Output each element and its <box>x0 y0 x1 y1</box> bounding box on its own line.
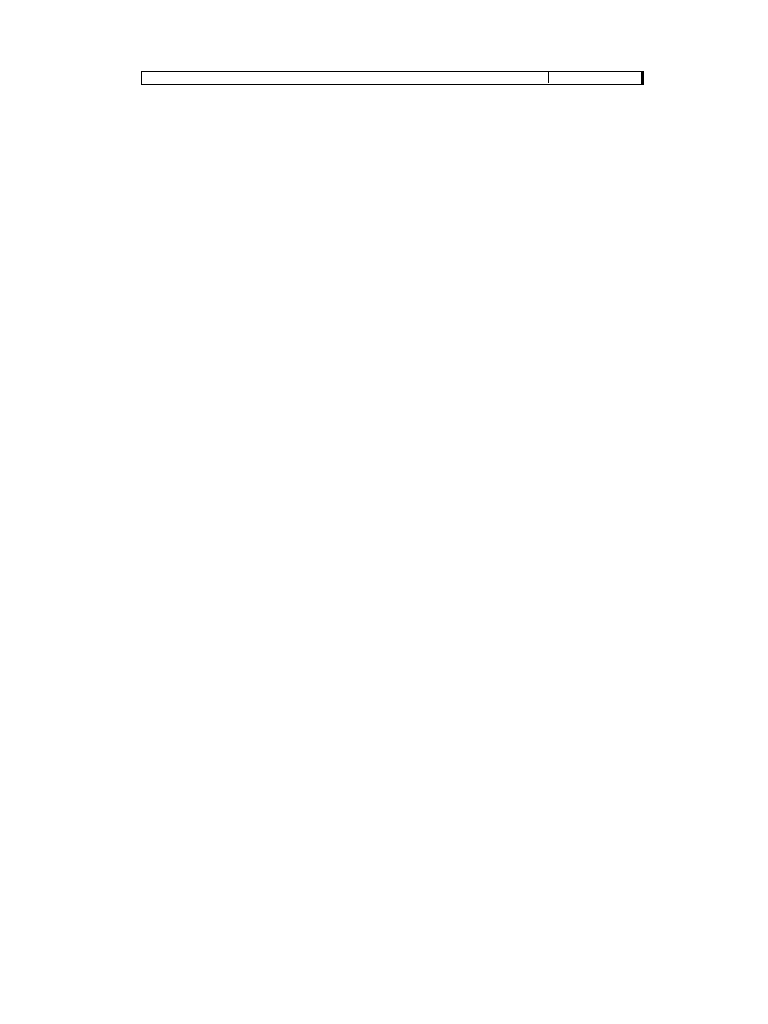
header-divider <box>548 72 549 83</box>
header-bar <box>141 71 644 85</box>
header-end <box>641 71 643 85</box>
